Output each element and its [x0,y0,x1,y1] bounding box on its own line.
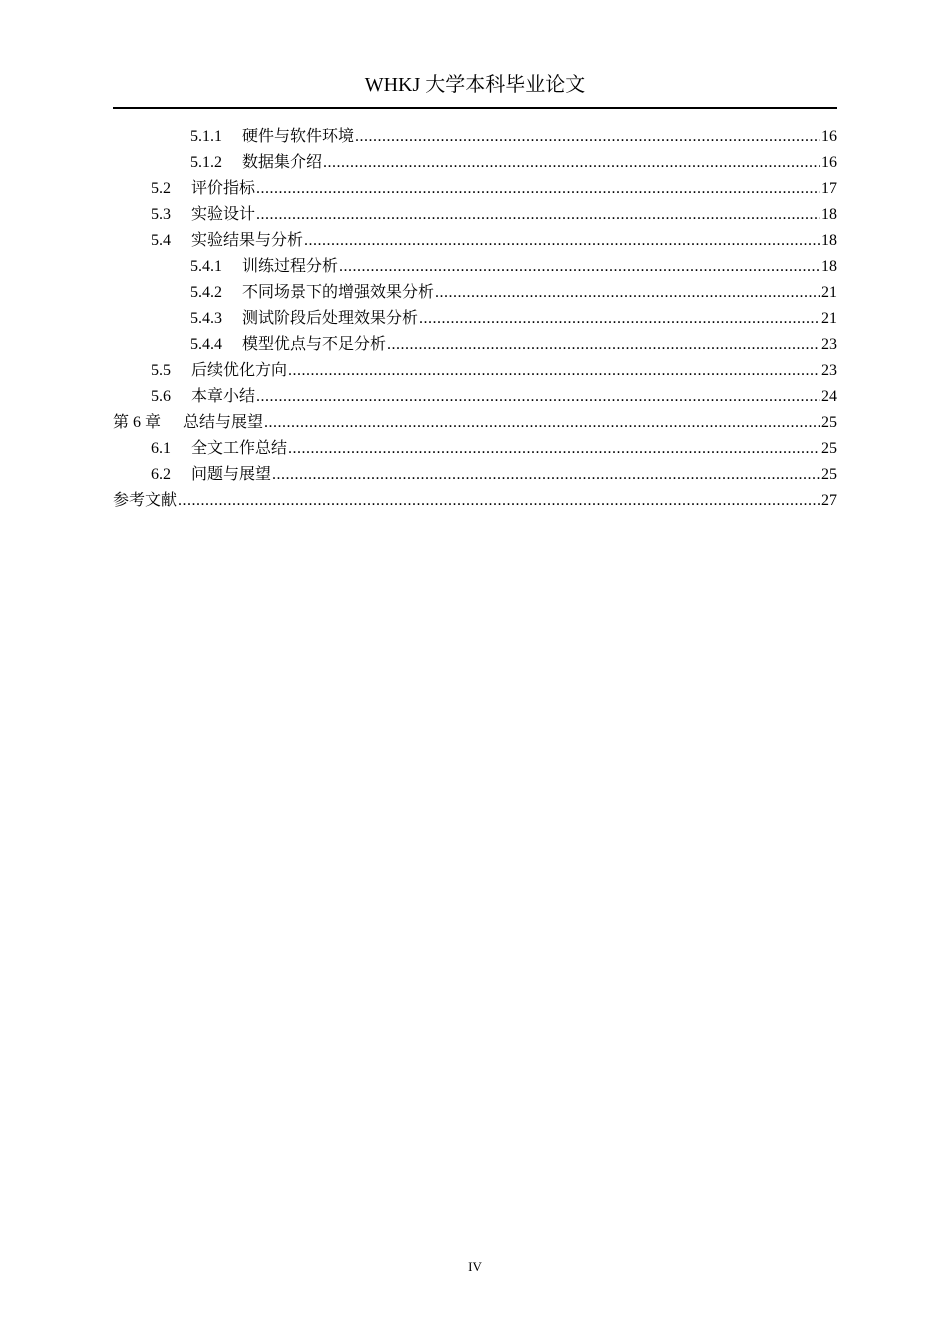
toc-entry-number: 5.4.2 [190,284,222,301]
toc-entry[interactable] [113,227,837,253]
toc-dot-leader [256,176,820,202]
toc-entry-title: 实验设计 [191,204,256,223]
toc-dot-leader [178,488,820,514]
toc-dot-leader [419,306,820,332]
toc-dot-leader [288,358,820,384]
toc-entry[interactable] [113,253,837,279]
toc-entry-title: 问题与展望 [191,464,272,483]
toc-entry-title: 实验结果与分析 [191,230,304,249]
toc-entry[interactable] [113,201,837,227]
toc-dot-leader [272,462,820,488]
toc-entry-title: 评价指标 [191,178,256,197]
toc-entry-page-number: 18 [821,206,837,223]
toc-entry-title: 参考文献 [113,490,178,509]
toc-entry[interactable] [113,279,837,305]
toc-entry-title: 全文工作总结 [191,438,288,457]
toc-entry-page-number: 23 [821,336,837,353]
toc-dot-leader [256,384,820,410]
toc-entry-page-number: 21 [821,284,837,301]
toc-dot-leader [435,280,820,306]
toc-entry-number: 6.2 [151,466,171,483]
toc-entry-title: 数据集介绍 [242,152,323,171]
toc-entry-title: 硬件与软件环境 [242,126,355,145]
toc-entry-page-number: 25 [821,414,837,431]
toc-entry[interactable] [113,305,837,331]
toc-entry-page-number: 27 [821,492,837,509]
toc-entry[interactable] [113,435,837,461]
toc-entry[interactable] [113,123,837,149]
table-of-contents [113,123,837,513]
toc-entry-number: 6.1 [151,440,171,457]
toc-entry[interactable] [113,149,837,175]
toc-dot-leader [304,228,820,254]
toc-entry-title: 模型优点与不足分析 [242,334,387,353]
toc-dot-leader [264,410,820,436]
toc-entry-number: 5.1.2 [190,154,222,171]
toc-entry-number: 第 6 章 [113,414,162,431]
toc-entry-title: 本章小结 [191,386,256,405]
toc-entry[interactable] [113,487,837,513]
toc-entry-number: 5.1.1 [190,128,222,145]
toc-dot-leader [387,332,820,358]
toc-entry-number: 5.4.3 [190,310,222,327]
toc-dot-leader [339,254,820,280]
toc-entry-page-number: 25 [821,440,837,457]
toc-entry-number: 5.2 [151,180,171,197]
toc-entry[interactable] [113,357,837,383]
toc-dot-leader [323,150,820,176]
toc-entry[interactable] [113,383,837,409]
toc-entry-page-number: 24 [821,388,837,405]
toc-entry-number: 5.5 [151,362,171,379]
toc-entry-number: 5.4.1 [190,258,222,275]
toc-entry[interactable] [113,175,837,201]
toc-entry-page-number: 16 [821,128,837,145]
toc-entry-number: 5.4 [151,232,171,249]
toc-entry-title: 总结与展望 [183,412,264,431]
page-header-title: WHKJ 大学本科毕业论文 [364,74,586,96]
toc-entry-page-number: 17 [821,180,837,197]
toc-entry-title: 后续优化方向 [191,360,288,379]
toc-entry[interactable] [113,461,837,487]
toc-entry-title: 测试阶段后处理效果分析 [242,308,419,327]
toc-entry-number: 5.4.4 [190,336,222,353]
footer-page-number: IV [468,1259,482,1274]
toc-entry-page-number: 21 [821,310,837,327]
toc-entry-page-number: 23 [821,362,837,379]
toc-dot-leader [355,124,820,150]
toc-entry-page-number: 18 [821,258,837,275]
header-divider [113,107,837,109]
toc-entry-title: 不同场景下的增强效果分析 [242,282,435,301]
toc-dot-leader [288,436,820,462]
toc-entry[interactable] [113,409,837,435]
toc-entry-page-number: 16 [821,154,837,171]
toc-entry-title: 训练过程分析 [242,256,339,275]
toc-entry-page-number: 18 [821,232,837,249]
toc-entry-page-number: 25 [821,466,837,483]
toc-dot-leader [256,202,820,228]
toc-entry-number: 5.6 [151,388,171,405]
toc-entry[interactable] [113,331,837,357]
toc-entry-number: 5.3 [151,206,171,223]
